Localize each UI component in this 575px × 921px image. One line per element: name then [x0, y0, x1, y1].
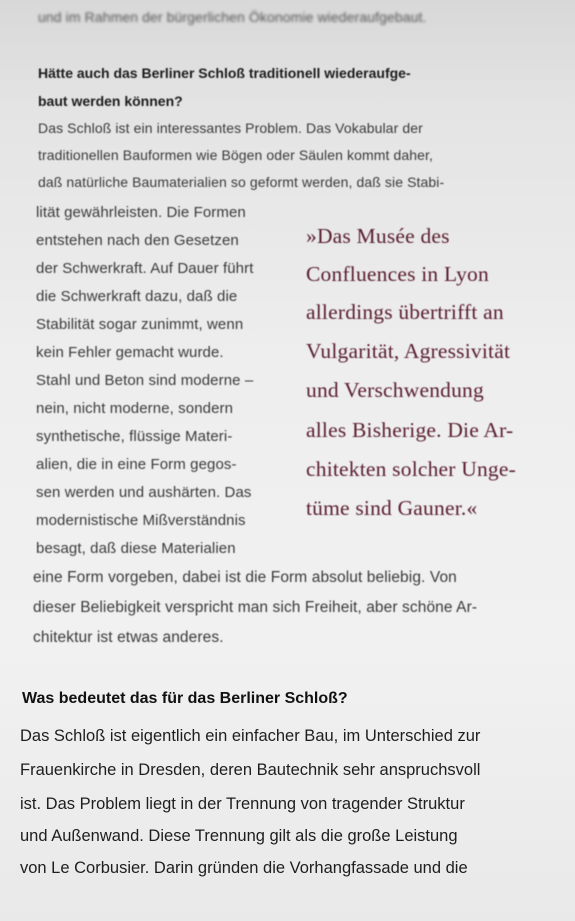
pull-quote-line: chitekten solcher Unge-: [306, 457, 516, 481]
answer-1-end-line: eine Form vorgeben, dabei ist die Form absolut beliebig. Von: [33, 569, 457, 586]
pull-quote-line: alles Bisherige. Die Ar-: [306, 418, 514, 442]
answer-1-end-line: dieser Beliebigkeit verspricht man sich Freiheit, aber schöne Ar-: [33, 599, 478, 616]
pull-quote-line: »Das Musée des: [306, 224, 450, 248]
answer-1-line: Das Schloß ist ein interessantes Problem. Das Vokabular der: [38, 120, 423, 136]
answer-1-end-line: chitektur ist etwas anderes.: [33, 629, 224, 646]
answer-1-column-line: besagt, daß diese Materialien: [36, 540, 236, 557]
question-1-line-1: Hätte auch das Berliner Schloß traditionell wiederaufge-: [38, 65, 411, 81]
answer-1-line: traditionellen Bauformen wie Bögen oder Säulen kommt daher,: [38, 147, 434, 163]
answer-1-column-line: lität gewährleisten. Die Formen: [36, 204, 246, 221]
question-1-line-2: baut werden können?: [38, 93, 183, 109]
answer-1-column-line: entstehen nach den Gesetzen: [36, 232, 239, 249]
answer-1-column-line: nein, nicht moderne, sondern: [36, 400, 234, 417]
answer-1-column-line: kein Fehler gemacht wurde.: [36, 344, 224, 361]
pull-quote-line: allerdings übertrifft an: [306, 300, 504, 324]
answer-2-line: und Außenwand. Diese Trennung gilt als die große Leistung: [20, 827, 458, 845]
answer-2-line: von Le Corbusier. Darin gründen die Vorhangfassade und die: [20, 859, 468, 877]
answer-1-column-line: die Schwerkraft dazu, daß die: [36, 288, 238, 305]
answer-1-column-line: sen werden und aushärten. Das: [36, 484, 252, 501]
pull-quote-line: Confluences in Lyon: [306, 262, 489, 286]
answer-2-line: Das Schloß ist eigentlich ein einfacher Bau, im Unterschied zur: [20, 727, 481, 745]
answer-1-column-line: Stabilität sogar zunimmt, wenn: [36, 316, 244, 333]
pull-quote-line: und Verschwendung: [306, 378, 484, 402]
answer-1-column-line: synthetische, flüssige Materi-: [36, 428, 233, 445]
answer-1-column-line: alien, die in eine Form gegos-: [36, 456, 237, 473]
top-fragment: und im Rahmen der bürgerlichen Ökonomie wiederaufgebaut.: [38, 9, 427, 25]
answer-2-line: ist. Das Problem liegt in der Trennung von tragender Struktur: [20, 795, 465, 813]
answer-1-line: daß natürliche Baumaterialien so geformt werden, daß sie Stabi-: [38, 174, 445, 190]
answer-2-line: Frauenkirche in Dresden, deren Bautechnik sehr anspruchsvoll: [20, 761, 481, 779]
pull-quote-line: Vulgarität, Agressivität: [306, 339, 511, 363]
pull-quote-line: tüme sind Gauner.«: [306, 496, 478, 520]
answer-1-column-line: der Schwerkraft. Auf Dauer führt: [36, 260, 254, 277]
answer-1-column-line: modernistische Mißverständnis: [36, 512, 246, 529]
question-2-heading: Was bedeutet das für das Berliner Schloß?: [22, 690, 348, 707]
answer-1-column-line: Stahl und Beton sind moderne –: [36, 372, 254, 389]
